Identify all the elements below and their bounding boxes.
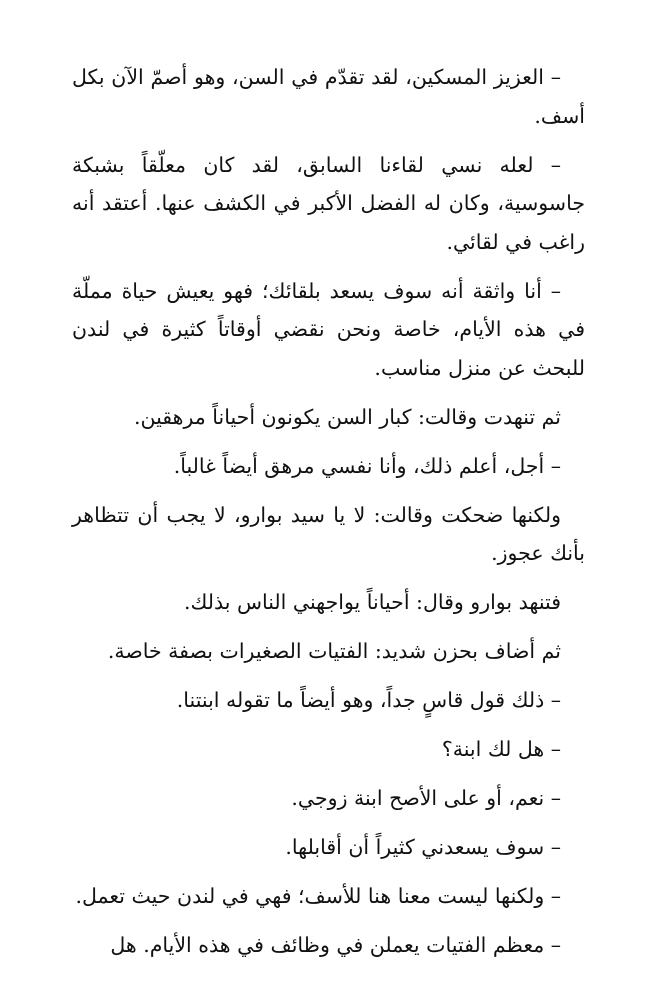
paragraph-11: – نعم، أو على الأصح ابنة زوجي. — [291, 786, 561, 810]
paragraph-5: – أجل، أعلم ذلك، وأنا نفسي مرهق أيضاً غالباً. — [173, 453, 561, 478]
paragraph-4: ثم تنهدت وقالت: كبار السن يكونون أحياناً مرهقين. — [133, 404, 561, 429]
paragraph-13: – ولكنها ليست معنا هنا للأسف؛ فهي في لندن حيث تعمل. — [75, 884, 561, 908]
paragraph-14: – معظم الفتيات يعملن في وظائف في هذه الأيام. هل — [110, 933, 561, 957]
paragraph-1: – العزيز المسكين، لقد تقدّم في السن، وهو أصمّ الآن بكل أسف. — [72, 65, 585, 128]
paragraph-2: – لعله نسي لقاءنا السابق، لقد كان معلّقاً بشبكة جاسوسية، وكان له الفضل الأكبر في الكشف عنها. أعتقد أنه راغب في لقائي. — [72, 152, 585, 254]
paragraph-3: – أنا واثقة أنه سوف يسعد بلقائك؛ فهو يعيش حياة مملّة في هذه الأيام، خاصة ونحن نقضي أوقاتاً كثيرة في لندن للبحث عن منزل مناسب. — [72, 278, 585, 380]
paragraph-10: – هل لك ابنة؟ — [441, 737, 561, 761]
paragraph-9: – ذلك قول قاسٍ جداً، وهو أيضاً ما تقوله ابنتنا. — [176, 688, 561, 712]
paragraph-6: ولكنها ضحكت وقالت: لا يا سيد بوارو، لا يجب أن تتظاهر بأنك عجوز. — [72, 502, 585, 565]
paragraph-7: فتنهد بوارو وقال: أحياناً يواجهني الناس بذلك. — [183, 590, 561, 614]
paragraph-12: – سوف يسعدني كثيراً أن أقابلها. — [285, 835, 561, 859]
paragraph-8: ثم أضاف بحزن شديد: الفتيات الصغيرات بصفة خاصة. — [107, 639, 561, 663]
book-page — [72, 58, 585, 965]
